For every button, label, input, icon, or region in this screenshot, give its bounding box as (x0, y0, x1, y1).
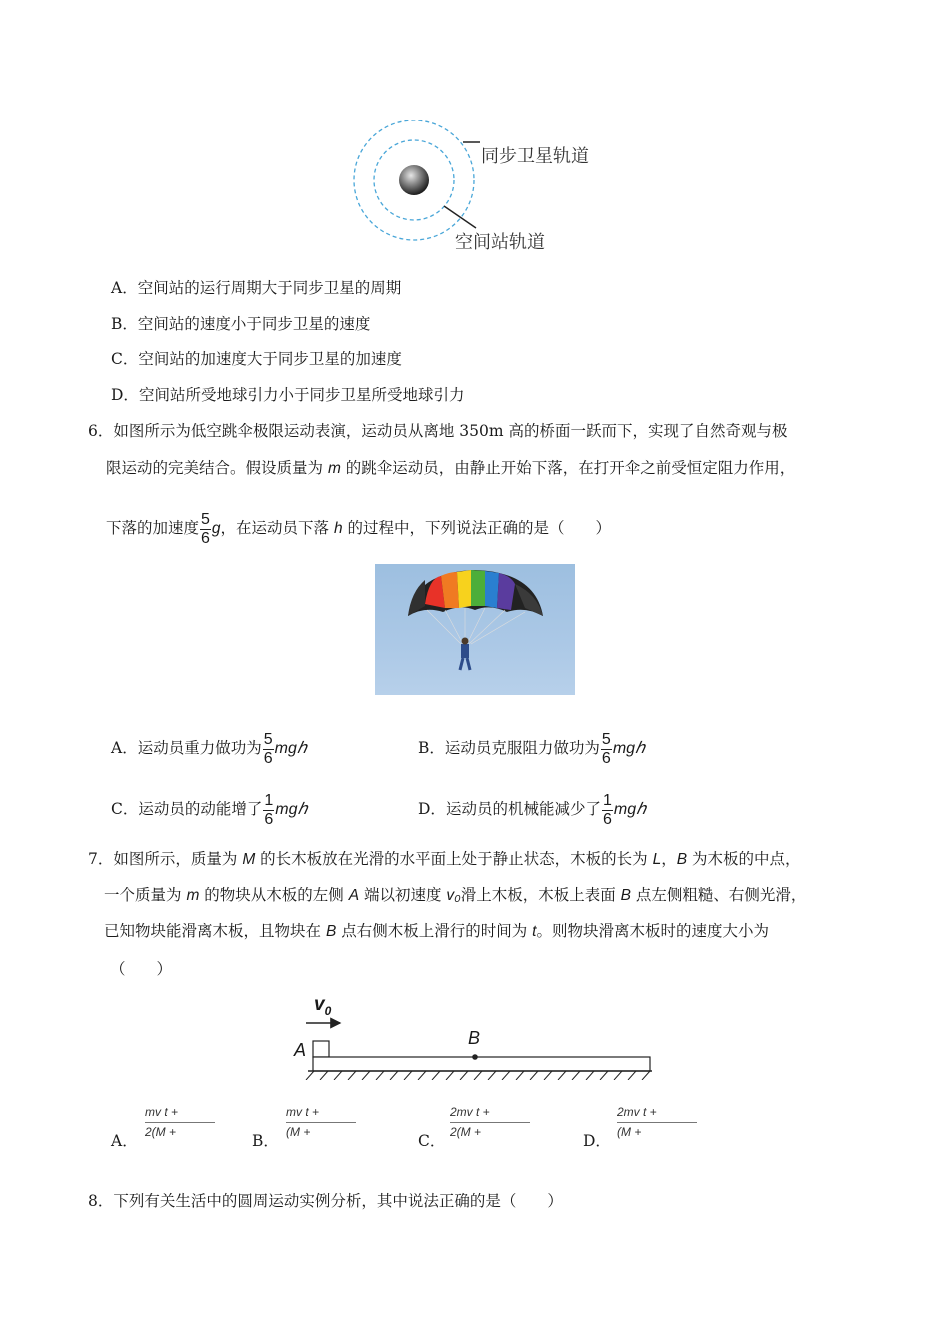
q7-line-3: 已知物块能滑离木板，且物块在 B 点右侧木板上滑行的时间为 t。则物块滑离木板时的速度大小为 (104, 922, 769, 940)
q6-accel-fraction: $\frac{5}{6}$ (201, 510, 210, 547)
station-orbit-pointer (444, 206, 476, 228)
q7-option-d-fraction: 2mv t + (M + (617, 1105, 699, 1145)
q6-option-b-fraction: $\frac{5}{6}$ (601, 730, 611, 767)
q6-option-c: C．运动员的动能增了 $\frac{1}{6}$ mgℎ (111, 791, 308, 828)
q7-line-2: 一个质量为 m 的物块从木板的左侧 A 端以初速度 v₀滑上木板，木板上表面 B 点左侧粗糙、右侧光滑， (104, 886, 807, 904)
block (313, 1041, 329, 1057)
q6-option-d-fraction: $\frac{1}{6}$ (602, 791, 612, 828)
q6-option-c-fraction: $\frac{1}{6}$ (264, 791, 274, 828)
q7-option-d-letter: D． (583, 1132, 611, 1150)
point-a-label: A (294, 1040, 307, 1060)
q7-option-b-letter: B． (252, 1132, 279, 1150)
q5-option-c: C．空间站的加速度大于同步卫星的加速度 (111, 350, 402, 368)
q6-option-d: D．运动员的机械能减少了 $\frac{1}{6}$ mgℎ (418, 791, 647, 828)
board-figure (290, 990, 670, 1080)
ground-hatch (306, 1071, 650, 1080)
sync-orbit-label: 同步卫星轨道 (481, 146, 589, 167)
q5-option-b: B．空间站的速度小于同步卫星的速度 (111, 315, 371, 333)
q7-number: 7． (88, 850, 114, 868)
q6-line-3: 下落的加速度 $\frac{5}{6}$ g，在运动员下落 h 的过程中，下列说法正确的是（ ） (106, 510, 612, 547)
q7-option-c-letter: C． (418, 1132, 446, 1150)
q7-option-c-fraction: 2mv t + 2(M + (450, 1105, 532, 1145)
q6-line-1: 6．如图所示为低空跳伞极限运动表演，运动员从离地 350m 高的桥面一跃而下，实现了自然奇观与极 (88, 422, 788, 440)
earth (399, 165, 429, 195)
parachute-photo (375, 564, 575, 695)
q6-option-a-fraction: $\frac{5}{6}$ (263, 730, 273, 767)
q5-option-d: D．空间站所受地球引力小于同步卫星所受地球引力 (111, 386, 465, 404)
q7-option-b-fraction: mv t + (M + (286, 1105, 358, 1145)
orbit-figure (340, 120, 620, 255)
q8-number: 8． (88, 1192, 114, 1210)
q6-option-a: A．运动员重力做功为 $\frac{5}{6}$ mgℎ (111, 730, 307, 767)
midpoint-b (472, 1054, 478, 1060)
q7-option-a-letter: A． (111, 1132, 138, 1150)
q8-line: 8．下列有关生活中的圆周运动实例分析，其中说法正确的是（ ） (88, 1192, 563, 1210)
q6-line-2: 限运动的完美结合。假设质量为 m 的跳伞运动员，由静止开始下落，在打开伞之前受恒定阻力作用， (106, 459, 796, 477)
station-orbit-label: 空间站轨道 (455, 232, 545, 253)
parachute-illustration (375, 564, 575, 695)
q7-option-a-fraction: mv t + 2(M + (145, 1105, 217, 1145)
q6-option-b: B．运动员克服阻力做功为 $\frac{5}{6}$ mgℎ (418, 730, 646, 767)
q7-line-4: （ ） (110, 960, 173, 978)
q7-line-1: 7．如图所示，质量为 M 的长木板放在光滑的水平面上处于静止状态，木板的长为 L，B 为木板的中点， (88, 850, 801, 868)
q5-option-a: A．空间站的运行周期大于同步卫星的周期 (111, 279, 402, 297)
q6-number: 6． (88, 422, 114, 440)
long-board (313, 1057, 650, 1071)
point-b-label: B (468, 1028, 481, 1048)
v0-label: $v_0$ (314, 994, 332, 1018)
